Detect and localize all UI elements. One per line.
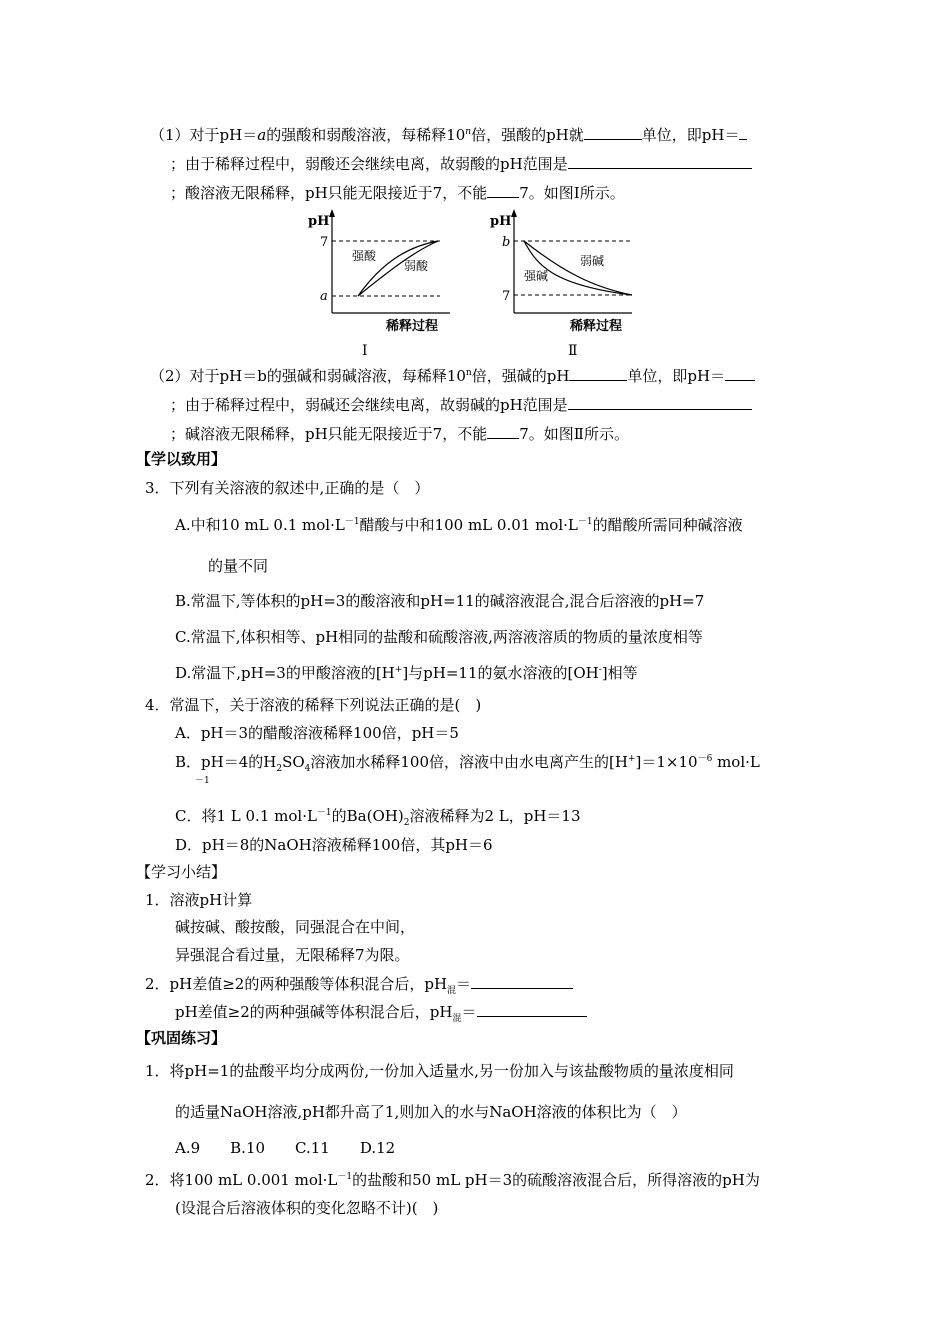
blank[interactable] — [487, 423, 519, 439]
tick-bottom: a — [320, 289, 328, 304]
blank[interactable] — [725, 365, 755, 381]
weak-label: 弱碱 — [580, 254, 605, 268]
y-axis-label: pH — [490, 214, 512, 229]
summary-1-line1: 碱按碱、酸按酸，同强混合在中间， — [175, 918, 416, 936]
figure-caption: Ⅱ — [568, 343, 578, 359]
option-c[interactable]: C.11 — [295, 1139, 330, 1157]
blank[interactable] — [739, 124, 747, 140]
para2-line3: ；碱溶液无限稀释，pH只能无限接近于7，不能 7。如图Ⅱ所示。 — [170, 425, 629, 443]
para1-line2: ；由于稀释过程中，弱酸还会继续电离，故弱酸的pH范围是 — [170, 153, 752, 174]
y-axis-label: pH — [308, 214, 330, 229]
figure-base-dilution — [482, 205, 642, 365]
weak-label: 弱酸 — [404, 259, 429, 273]
option-a[interactable]: A.9 — [175, 1139, 201, 1157]
q4-option-d[interactable]: D．pH＝8的NaOH溶液稀释100倍，其pH＝6 — [175, 836, 493, 854]
tick-bottom: 7 — [502, 289, 511, 304]
weak-base-curve — [524, 241, 632, 295]
para2-line1: （2）对于pH＝b的强碱和弱碱溶液，每稀释10$^n$倍，强碱的pH 单位，即pH＝ — [150, 365, 755, 386]
q3-option-a-cont: 的量不同 — [208, 557, 269, 575]
q4-option-b[interactable]: B．pH＝4的$H_2SO_4$溶液加水稀释100倍，溶液中由水电离产生的$[H^+]=1\times 10^{-6}$ mol·L — [175, 753, 760, 774]
q4-option-a[interactable]: A．pH＝3的醋酸溶液稀释100倍，pH＝5 — [175, 724, 459, 742]
figure-caption: Ⅰ — [362, 343, 368, 359]
blank[interactable] — [569, 365, 627, 381]
option-d[interactable]: D.12 — [359, 1139, 396, 1157]
para1-line1: （1）对于pH＝a的强酸和弱酸溶液，每稀释10$^n$倍，强酸的pH就 单位，即pH＝ — [150, 124, 747, 145]
practice-1-line1: 1．将pH=1的盐酸平均分成两份,一份加入适量水,另一份加入与该盐酸物质的量浓度相同 — [145, 1062, 734, 1080]
q4-stem: 4．常温下，关于溶液的稀释下列说法正确的是( ) — [145, 696, 482, 714]
blank[interactable] — [477, 1001, 587, 1017]
q3-stem: 3．下列有关溶液的叙述中,正确的是（ ） — [145, 479, 430, 497]
section-practice: 【巩固练习】 — [136, 1029, 227, 1047]
q3-option-c[interactable]: C.常温下,体积相等、pH相同的盐酸和硫酸溶液,两溶液溶质的物质的量浓度相等 — [175, 628, 703, 646]
option-b[interactable]: B.10 — [230, 1139, 266, 1157]
x-axis-label: 稀释过程 — [386, 319, 439, 334]
tick-top: 7 — [320, 235, 329, 250]
strong-label: 强碱 — [524, 269, 549, 283]
practice-2-line2: (设混合后溶液体积的变化忽略不计)( ) — [175, 1199, 439, 1217]
blank[interactable] — [568, 153, 752, 169]
para1-line3: ；酸溶液无限稀释，pH只能无限接近于7，不能 7。如图Ⅰ所示。 — [170, 184, 625, 202]
para2-line2: ；由于稀释过程中，弱碱还会继续电离，故弱碱的pH范围是 — [170, 394, 752, 415]
q4-option-b-wrap: －1 — [195, 776, 210, 786]
summary-3: pH差值≥2的两种强碱等体积混合后，$pH_混=$ — [175, 1001, 587, 1022]
blank[interactable] — [471, 973, 573, 989]
practice-2-line1: 2．将100 mL 0.001 $mol\cdot L^{-1}$的盐酸和50 mL pH＝3的硫酸溶液混合后，所得溶液的pH为 — [145, 1171, 760, 1189]
summary-1-line2: 异强混合看过量，无限稀释7为限。 — [175, 946, 410, 964]
blank[interactable] — [487, 182, 519, 198]
strong-label: 强酸 — [352, 249, 377, 263]
section-summary: 【学习小结】 — [136, 863, 227, 881]
blank[interactable] — [568, 394, 752, 410]
q3-option-a[interactable]: A.中和10 mL 0.1 $mol\cdot L^{-1}$醋酸与中和100 mL 0.01 $mol\cdot L^{-1}$的醋酸所需同种碱溶液 — [175, 516, 743, 534]
blank[interactable] — [584, 124, 642, 140]
summary-2: 2．pH差值≥2的两种强酸等体积混合后，$pH_混=$ — [145, 973, 573, 994]
practice-1-options — [175, 1138, 395, 1158]
figure-acid-dilution — [300, 205, 450, 365]
x-axis-label: 稀释过程 — [570, 319, 623, 334]
section-apply: 【学以致用】 — [136, 450, 227, 468]
tick-top: b — [502, 235, 511, 250]
q3-option-d[interactable]: D.常温下,pH=3的甲酸溶液的[H+]与pH=11的氨水溶液的[OH-]相等 — [175, 664, 638, 682]
q4-option-c[interactable]: C．将1 L 0.1 $mol\cdot L^{-1}$的$Ba(OH)_2$溶液稀释为2 L，pH＝13 — [175, 807, 581, 828]
q3-option-b[interactable]: B.常温下,等体积的pH=3的酸溶液和pH=11的碱溶液混合,混合后溶液的pH=7 — [175, 592, 705, 610]
summary-1: 1．溶液pH计算 — [145, 891, 253, 909]
practice-1-line2: 的适量NaOH溶液,pH都升高了1,则加入的水与NaOH溶液的体积比为（ ） — [175, 1103, 687, 1121]
strong-base-curve — [524, 241, 632, 295]
